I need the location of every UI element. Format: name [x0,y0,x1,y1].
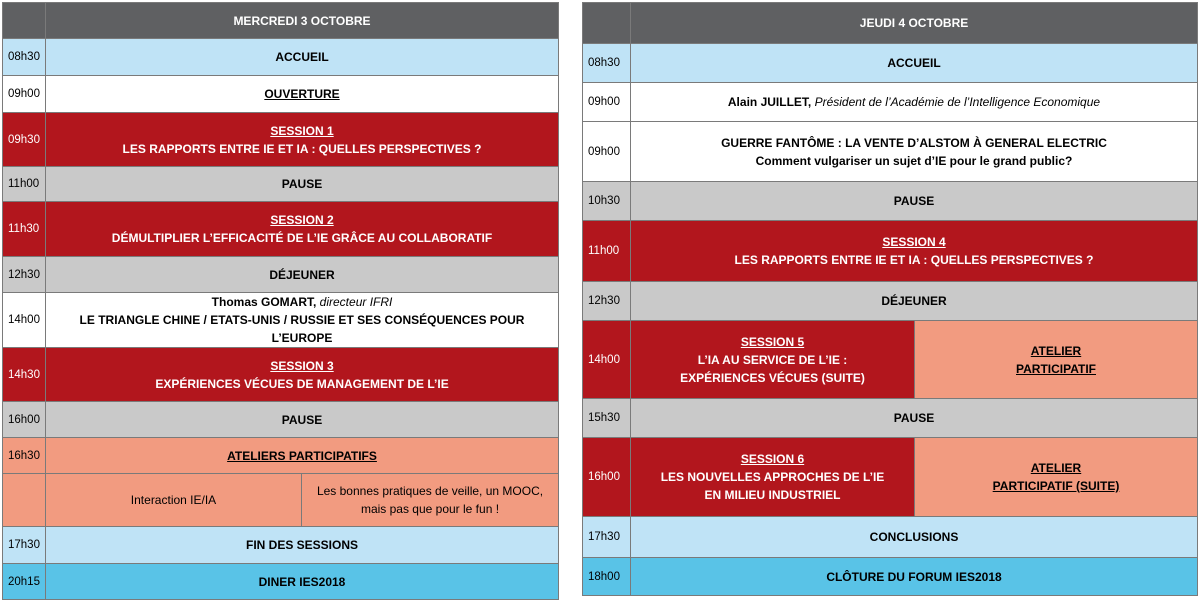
talk-title: GUERRE FANTÔME : LA VENTE D’ALSTOM À GENERAL ELECTRIC [721,135,1107,150]
schedule-row [3,293,559,348]
time-cell: 16h00 [3,402,46,438]
time-cell: 12h30 [3,257,46,293]
event-conclusions: CONCLUSIONS [631,517,1198,558]
session-title-link[interactable]: SESSION 6 [740,452,805,466]
session-subtitle: LES RAPPORTS ENTRE IE ET IA : QUELLES PERSPECTIVES ? [734,253,1094,267]
schedule-row [3,564,559,600]
schedule-row [583,517,1198,558]
schedule-row [3,348,559,402]
event-session-2 [46,202,559,257]
event-accueil: ACCUEIL [46,39,559,76]
schedule-row [3,474,559,527]
event-session-1 [46,113,559,167]
time-cell: 11h00 [3,167,46,202]
time-cell: 12h30 [583,282,631,321]
schedule-row [3,167,559,202]
speaker-name: Thomas GOMART, [211,295,317,309]
schedule-row [583,122,1198,182]
day-header-row [583,3,1198,44]
session-title-link[interactable]: SESSION 3 [270,358,334,373]
schedule-row [583,399,1198,438]
schedule-row [583,558,1198,596]
schedule-row [3,527,559,564]
session-subtitle: LES RAPPORTS ENTRE IE ET IA : QUELLES PERSPECTIVES ? [122,141,482,156]
speaker-role: Président de l’Académie de l’Intelligence Economique [814,95,1101,109]
talk-subtitle: Comment vulgariser un sujet d’IE pour le grand public? [755,153,1073,168]
schedule-row [3,257,559,293]
time-cell: 11h30 [3,202,46,257]
day-header: JEUDI 4 OCTOBRE [631,3,1198,44]
speaker-role: directeur IFRI [319,295,393,309]
time-cell: 18h00 [583,558,631,596]
schedule-row [3,113,559,167]
session-title-link[interactable]: SESSION 1 [270,123,334,138]
session-subtitle: DÉMULTIPLIER L’EFFICACITÉ DE L’IE GRÂCE AU COLLABORATIF [111,231,493,245]
event-cloture: CLÔTURE DU FORUM IES2018 [631,558,1198,596]
schedule-row [3,202,559,257]
event-session-6: SESSION 6 LES NOUVELLES APPROCHES DE L’IE EN MILIEU INDUSTRIEL [631,438,915,517]
time-cell: 14h30 [3,348,46,402]
event-session-4 [631,221,1198,282]
time-cell: 09h00 [3,76,46,113]
time-cell: 15h30 [583,399,631,438]
schedule-wednesday [2,2,559,600]
time-cell: 17h30 [3,527,46,564]
schedule-row [3,402,559,438]
speaker-name: Alain JUILLET, [727,95,812,109]
atelier-participatif-suite-link[interactable]: ATELIER PARTICIPATIF (SUITE) [915,438,1198,517]
event-pause: PAUSE [46,167,559,202]
event-keynote [46,293,559,348]
event-pause: PAUSE [631,182,1198,221]
schedule-row [583,221,1198,282]
schedule-row [583,182,1198,221]
time-cell: 17h30 [583,517,631,558]
time-cell: 08h30 [3,39,46,76]
session-title-link[interactable]: SESSION 5 [740,334,805,349]
event-ouverture-link[interactable]: OUVERTURE [46,76,559,113]
day-header-row [3,3,559,39]
time-cell: 09h00 [583,122,631,182]
time-cell: 11h00 [583,221,631,282]
schedule-row [3,76,559,113]
time-cell: 16h30 [3,438,46,474]
schedule-row [583,438,1198,517]
time-cell: 14h00 [583,321,631,399]
event-fin: FIN DES SESSIONS [46,527,559,564]
time-cell: 09h30 [3,113,46,167]
time-cell [3,474,46,527]
event-dejeuner: DÉJEUNER [46,257,559,293]
event-accueil: ACCUEIL [631,44,1198,83]
atelier-interaction: Interaction IE/IA [46,474,302,527]
schedule-row [583,282,1198,321]
talk-title: LE TRIANGLE CHINE / ETATS-UNIS / RUSSIE ET SES CONSÉQUENCES POUR L’EUROPE [79,313,525,345]
event-pause: PAUSE [631,399,1198,438]
schedule-row [583,83,1198,122]
time-cell: 09h00 [583,83,631,122]
schedule-thursday [582,2,1198,596]
schedule-row [3,39,559,76]
time-cell: 14h00 [3,293,46,348]
time-cell: 16h00 [583,438,631,517]
event-session-5: SESSION 5 L’IA AU SERVICE DE L’IE : EXPÉRIENCES VÉCUES (SUITE) [631,321,915,399]
atelier-veille: Les bonnes pratiques de veille, un MOOC, mais pas que pour le fun ! [302,474,559,527]
time-cell: 10h30 [583,182,631,221]
event-ateliers-link[interactable]: ATELIERS PARTICIPATIFS [46,438,559,474]
event-session-3 [46,348,559,402]
atelier-participatif-link[interactable]: ATELIER PARTICIPATIF [915,321,1198,399]
time-cell: 08h30 [583,44,631,83]
time-cell: 20h15 [3,564,46,600]
event-keynote [631,83,1198,122]
session-title-link[interactable]: SESSION 4 [882,235,946,249]
event-dejeuner: DÉJEUNER [631,282,1198,321]
session-subtitle: EXPÉRIENCES VÉCUES DE MANAGEMENT DE L’IE [155,376,449,391]
event-diner: DINER IES2018 [46,564,559,600]
event-pause: PAUSE [46,402,559,438]
schedule-row [3,438,559,474]
schedule-row [583,321,1198,399]
session-title-link[interactable]: SESSION 2 [270,213,334,227]
day-header: MERCREDI 3 OCTOBRE [46,3,559,39]
schedule-row [583,44,1198,83]
event-guerre-fantome [631,122,1198,182]
